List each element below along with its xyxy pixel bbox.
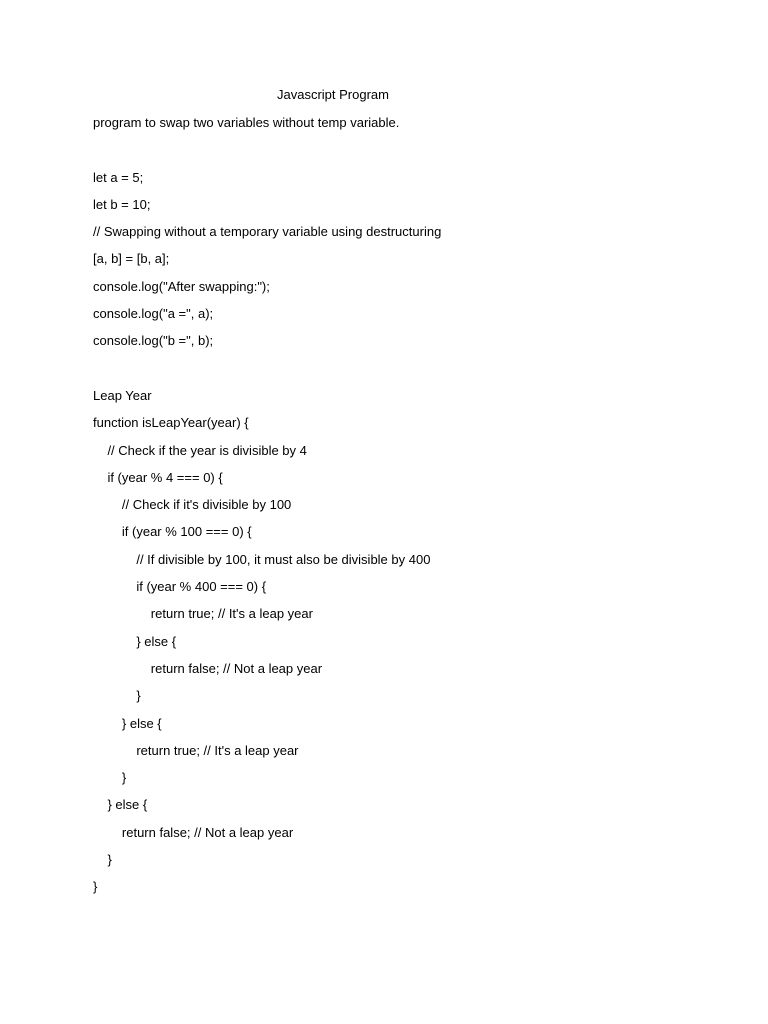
document-body (93, 114, 713, 906)
code-line: return true; // It's a leap year (93, 742, 299, 758)
document-title: Javascript Program (277, 87, 389, 102)
code-line: return false; // Not a leap year (93, 824, 294, 840)
code-line: } (93, 879, 98, 895)
code-line: console.log("a =", a); (93, 306, 214, 322)
text-line: program to swap two variables without temp variable. (93, 115, 400, 130)
code-line: } else { (93, 797, 148, 813)
code-comment-line: // Swapping without a temporary variable using destructuring (93, 224, 442, 240)
code-line: if (year % 4 === 0) { (93, 469, 223, 485)
code-line: } (93, 688, 141, 704)
code-line: } else { (93, 715, 162, 731)
section-heading: Leap Year (93, 387, 152, 403)
code-line: } else { (93, 633, 177, 649)
code-line: function isLeapYear(year) { (93, 415, 249, 431)
code-line: console.log("b =", b); (93, 333, 214, 349)
code-line: console.log("After swapping:"); (93, 278, 270, 294)
code-line: [a, b] = [b, a]; (93, 251, 170, 267)
code-line: } (93, 852, 112, 868)
code-comment-line: // Check if the year is divisible by 4 (93, 442, 307, 458)
code-line: let b = 10; (93, 196, 151, 212)
code-line: return false; // Not a leap year (93, 660, 323, 676)
blank-line (93, 141, 713, 168)
code-line: if (year % 100 === 0) { (93, 524, 252, 540)
code-line: } (93, 770, 127, 786)
code-comment-line: // Check if it's divisible by 100 (93, 497, 292, 513)
code-line: return true; // It's a leap year (93, 606, 313, 622)
code-comment-line: // If divisible by 100, it must also be divisible by 400 (93, 551, 431, 567)
blank-line (93, 360, 713, 387)
code-line: let a = 5; (93, 169, 144, 185)
code-line: if (year % 400 === 0) { (93, 579, 267, 595)
